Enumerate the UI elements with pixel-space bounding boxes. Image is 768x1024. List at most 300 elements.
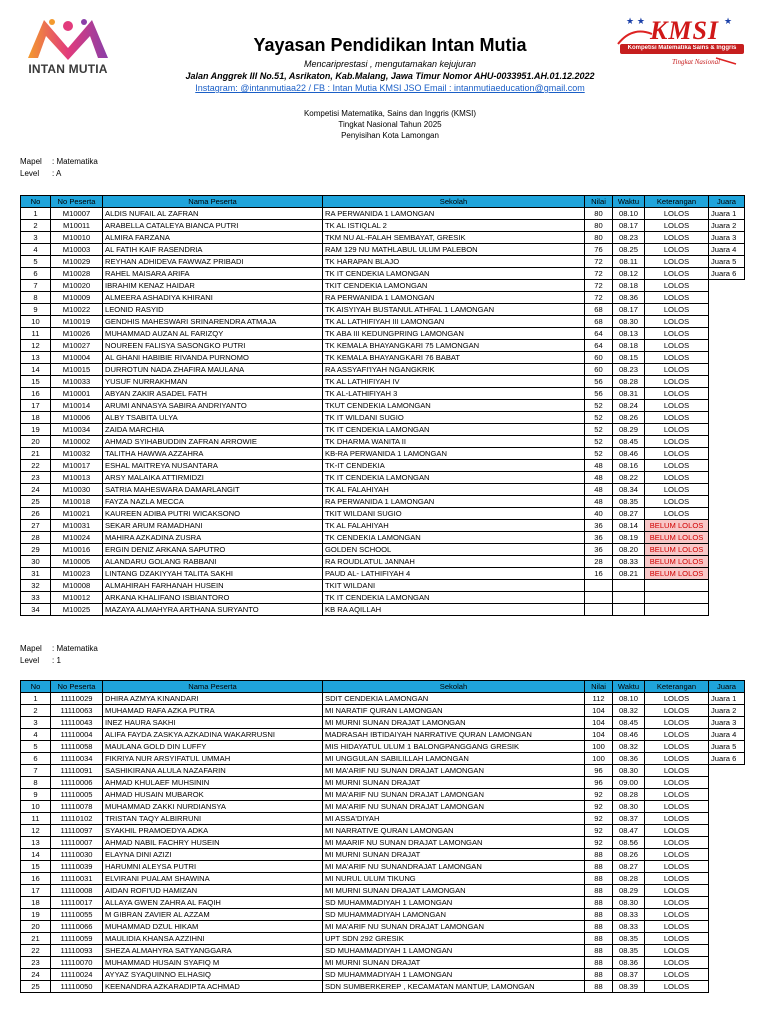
rank-cell: [709, 981, 745, 993]
table-row: [21, 765, 745, 777]
school-cell: SD MUHAMMADIYAH 1 LAMONGAN: [323, 897, 585, 909]
rank-cell: [709, 484, 745, 496]
table-row: [21, 364, 745, 376]
participant-id-cell: M10012: [51, 592, 103, 604]
score-cell: 88: [585, 933, 613, 945]
score-cell: [585, 592, 613, 604]
school-cell: SDN SUMBERKEREP , KECAMATAN MANTUP, LAMONGAN: [323, 981, 585, 993]
participant-id-cell: M10029: [51, 256, 103, 268]
no-cell: 13: [21, 352, 51, 364]
score-cell: 48: [585, 460, 613, 472]
participant-id-cell: M10005: [51, 556, 103, 568]
name-cell: ARSY MALAIKA ATTIRMIDZI: [103, 472, 323, 484]
name-cell: ELAYNA DINI AZIZI: [103, 849, 323, 861]
participant-id-cell: M10027: [51, 340, 103, 352]
participant-id-cell: 11110007: [51, 837, 103, 849]
table-row: [21, 813, 745, 825]
participant-id-cell: 11110055: [51, 909, 103, 921]
name-cell: MUHAMMAD DZUL HIKAM: [103, 921, 323, 933]
rank-cell: [709, 376, 745, 388]
level-label: Level: [20, 656, 40, 665]
participant-id-cell: M10006: [51, 412, 103, 424]
status-cell: LOLOS: [645, 705, 709, 717]
participant-id-cell: 11110091: [51, 765, 103, 777]
time-cell: 08.27: [613, 861, 645, 873]
participant-id-cell: 11110050: [51, 981, 103, 993]
org-motto: Mencariprestasi , mengutamakan kejujuran: [303, 59, 477, 69]
name-cell: ABYAN ZAKIR ASADEL FATH: [103, 388, 323, 400]
table-row: [21, 328, 745, 340]
no-cell: 16: [21, 873, 51, 885]
column-header: No: [21, 196, 51, 208]
table-row: [21, 957, 745, 969]
time-cell: 08.15: [613, 352, 645, 364]
score-cell: 52: [585, 400, 613, 412]
rank-cell: [709, 460, 745, 472]
school-cell: MI MA'ARIF NU SUNAN DRAJAT LAMONGAN: [323, 789, 585, 801]
time-cell: 08.16: [613, 460, 645, 472]
participant-id-cell: M10025: [51, 604, 103, 616]
table-row: [21, 244, 745, 256]
table-row: [21, 232, 745, 244]
school-cell: TK AL ISTIQLAL 2: [323, 220, 585, 232]
name-cell: ALMEERA ASHADIYA KHIRANI: [103, 292, 323, 304]
status-cell: LOLOS: [645, 933, 709, 945]
name-cell: ESHAL MAITREYA NUSANTARA: [103, 460, 323, 472]
school-cell: TK IT CENDEKIA LAMONGAN: [323, 424, 585, 436]
table-row: [21, 388, 745, 400]
school-cell: MI MA'ARIF NU SUNAN DRAJAT LAMONGAN: [323, 921, 585, 933]
table-row: [21, 496, 745, 508]
no-cell: 3: [21, 717, 51, 729]
table-row: [21, 304, 745, 316]
score-cell: 68: [585, 304, 613, 316]
time-cell: 08.32: [613, 705, 645, 717]
rank-cell: [709, 436, 745, 448]
rank-cell: [709, 352, 745, 364]
participant-id-cell: M10011: [51, 220, 103, 232]
score-cell: 72: [585, 268, 613, 280]
score-cell: 16: [585, 568, 613, 580]
no-cell: 6: [21, 753, 51, 765]
kmsi-logo-tag: Tingkat Nasional: [672, 58, 721, 66]
table-row: [21, 909, 745, 921]
school-cell: TK IT WILDANI SUGIO: [323, 412, 585, 424]
name-cell: YUSUF NURRAKHMAN: [103, 376, 323, 388]
school-cell: TK-IT CENDEKIA: [323, 460, 585, 472]
time-cell: [613, 592, 645, 604]
score-cell: 72: [585, 280, 613, 292]
no-cell: 22: [21, 945, 51, 957]
time-cell: 08.36: [613, 753, 645, 765]
time-cell: 08.30: [613, 765, 645, 777]
participant-id-cell: M10016: [51, 544, 103, 556]
rank-cell: [709, 933, 745, 945]
table-row: [21, 753, 745, 765]
participant-id-cell: 11110031: [51, 873, 103, 885]
table-row: [21, 424, 745, 436]
table-row: [21, 460, 745, 472]
rank-cell: [709, 897, 745, 909]
rank-cell: [709, 765, 745, 777]
name-cell: FIKRIYA NUR ARSYIFATUL UMMAH: [103, 753, 323, 765]
school-cell: MI UNGGULAN SABILILLAH LAMONGAN: [323, 753, 585, 765]
no-cell: 5: [21, 741, 51, 753]
no-cell: 30: [21, 556, 51, 568]
status-cell: LOLOS: [645, 460, 709, 472]
time-cell: 08.35: [613, 496, 645, 508]
time-cell: 08.30: [613, 801, 645, 813]
name-cell: SHEZA ALMAHYRA SATYANGGARA: [103, 945, 323, 957]
table-row: [21, 448, 745, 460]
column-header: Juara: [709, 196, 745, 208]
no-cell: 10: [21, 801, 51, 813]
results-table-level-1: [20, 680, 745, 993]
school-cell: MI MURNI SUNAN DRAJAT LAMONGAN: [323, 717, 585, 729]
column-header: No Peserta: [51, 196, 103, 208]
org-title: Yayasan Pendidikan Intan Mutia: [253, 35, 527, 55]
time-cell: 08.20: [613, 544, 645, 556]
name-cell: RAHEL MAISARA ARIFA: [103, 268, 323, 280]
column-header: Keterangan: [645, 196, 709, 208]
table-row: [21, 592, 745, 604]
time-cell: 08.33: [613, 556, 645, 568]
status-cell: BELUM LOLOS: [645, 520, 709, 532]
table-row: [21, 777, 745, 789]
participant-id-cell: 11110006: [51, 777, 103, 789]
time-cell: 08.10: [613, 693, 645, 705]
rank-cell: [709, 340, 745, 352]
rank-cell: [709, 885, 745, 897]
column-header: Sekolah: [323, 196, 585, 208]
status-cell: LOLOS: [645, 280, 709, 292]
name-cell: ALDIS NUFAIL AL ZAFRAN: [103, 208, 323, 220]
participant-id-cell: M10009: [51, 292, 103, 304]
participant-id-cell: M10032: [51, 448, 103, 460]
score-cell: 56: [585, 388, 613, 400]
name-cell: GENDHIS MAHESWARI SRINARENDRA ATMAJA: [103, 316, 323, 328]
table-row: [21, 376, 745, 388]
name-cell: REYHAN ADHIDEVA FAWWAZ PRIBADI: [103, 256, 323, 268]
table-row: [21, 532, 745, 544]
time-cell: 08.36: [613, 957, 645, 969]
score-cell: 88: [585, 957, 613, 969]
participant-id-cell: M10026: [51, 328, 103, 340]
name-cell: ARKANA KHALIFANO ISBIANTORO: [103, 592, 323, 604]
table-row: [21, 801, 745, 813]
time-cell: 08.29: [613, 424, 645, 436]
status-cell: LOLOS: [645, 220, 709, 232]
table-row: [21, 789, 745, 801]
school-cell: MI MURNI SUNAN DRAJAT LAMONGAN: [323, 885, 585, 897]
status-cell: LOLOS: [645, 400, 709, 412]
name-cell: TALITHA HAWWA AZZAHRA: [103, 448, 323, 460]
table-row: [21, 717, 745, 729]
time-cell: 08.11: [613, 256, 645, 268]
school-cell: UPT SDN 292 GRESIK: [323, 933, 585, 945]
name-cell: IBRAHIM KENAZ HAIDAR: [103, 280, 323, 292]
status-cell: LOLOS: [645, 801, 709, 813]
rank-cell: [709, 448, 745, 460]
rank-cell: [709, 316, 745, 328]
school-cell: TK HARAPAN BLAJO: [323, 256, 585, 268]
name-cell: ERGIN DENIZ ARKANA SAPUTRO: [103, 544, 323, 556]
time-cell: 08.34: [613, 484, 645, 496]
column-header: Sekolah: [323, 681, 585, 693]
participant-id-cell: M10021: [51, 508, 103, 520]
time-cell: 08.31: [613, 388, 645, 400]
score-cell: 88: [585, 909, 613, 921]
status-cell: LOLOS: [645, 789, 709, 801]
score-cell: 92: [585, 813, 613, 825]
score-cell: 48: [585, 496, 613, 508]
mapel-label: Mapel: [20, 157, 42, 166]
table-row: [21, 885, 745, 897]
no-cell: 23: [21, 472, 51, 484]
score-cell: 52: [585, 448, 613, 460]
rank-cell: [709, 921, 745, 933]
name-cell: MUHAMMAD AUZAN AL FARIZQY: [103, 328, 323, 340]
participant-id-cell: 11110024: [51, 969, 103, 981]
table-row: [21, 556, 745, 568]
svg-text:★: ★: [724, 17, 733, 27]
time-cell: 08.30: [613, 897, 645, 909]
time-cell: 08.45: [613, 436, 645, 448]
participant-id-cell: M10001: [51, 388, 103, 400]
score-cell: 92: [585, 801, 613, 813]
rank-cell: [709, 861, 745, 873]
school-cell: MIS HIDAYATUL ULUM 1 BALONGPANGGANG GRESIK: [323, 741, 585, 753]
school-cell: KB-RA PERWANIDA 1 LAMONGAN: [323, 448, 585, 460]
time-cell: 08.35: [613, 933, 645, 945]
score-cell: 88: [585, 885, 613, 897]
no-cell: 18: [21, 897, 51, 909]
score-cell: 76: [585, 244, 613, 256]
status-cell: LOLOS: [645, 981, 709, 993]
participant-id-cell: 11110066: [51, 921, 103, 933]
status-cell: LOLOS: [645, 256, 709, 268]
score-cell: 40: [585, 508, 613, 520]
intan-mutia-logo: [18, 14, 118, 74]
event-info: [160, 108, 620, 141]
score-cell: 88: [585, 921, 613, 933]
score-cell: 88: [585, 849, 613, 861]
no-cell: 4: [21, 244, 51, 256]
score-cell: 36: [585, 544, 613, 556]
no-cell: 2: [21, 705, 51, 717]
participant-id-cell: 11110029: [51, 693, 103, 705]
school-cell: MI NARRATIVE QURAN LAMONGAN: [323, 825, 585, 837]
name-cell: DURROTUN NADA ZHAFIRA MAULANA: [103, 364, 323, 376]
org-contact-link[interactable]: Instagram: @intanmutiaa22 / FB : Intan Mutia KMSI JSO Email : intanmutiaeducation@gmail.com: [195, 83, 585, 93]
participant-id-cell: M10015: [51, 364, 103, 376]
score-cell: 88: [585, 981, 613, 993]
rank-cell: Juara 6: [709, 753, 745, 765]
name-cell: FAYZA NAZLA MECCA: [103, 496, 323, 508]
time-cell: 08.27: [613, 508, 645, 520]
score-cell: 88: [585, 873, 613, 885]
school-cell: TK CENDEKIA LAMONGAN: [323, 532, 585, 544]
participant-id-cell: 11110078: [51, 801, 103, 813]
time-cell: 08.26: [613, 849, 645, 861]
no-cell: 29: [21, 544, 51, 556]
name-cell: ALANDARU GOLANG RABBANI: [103, 556, 323, 568]
no-cell: 26: [21, 508, 51, 520]
score-cell: 48: [585, 484, 613, 496]
school-cell: MI MA'ARIF NU SUNAN DRAJAT LAMONGAN: [323, 801, 585, 813]
school-cell: TK IT CENDEKIA LAMONGAN: [323, 268, 585, 280]
score-cell: 88: [585, 969, 613, 981]
school-cell: TK AL FALAHIYAH: [323, 520, 585, 532]
no-cell: 11: [21, 328, 51, 340]
time-cell: 08.12: [613, 268, 645, 280]
status-cell: LOLOS: [645, 208, 709, 220]
status-cell: LOLOS: [645, 765, 709, 777]
status-cell: LOLOS: [645, 484, 709, 496]
status-cell: LOLOS: [645, 777, 709, 789]
school-cell: MI MURNI SUNAN DRAJAT: [323, 849, 585, 861]
school-cell: TKIT WILDANI SUGIO: [323, 508, 585, 520]
no-cell: 28: [21, 532, 51, 544]
table-row: [21, 580, 745, 592]
table-row: [21, 412, 745, 424]
time-cell: 08.37: [613, 969, 645, 981]
status-cell: LOLOS: [645, 376, 709, 388]
status-cell: LOLOS: [645, 717, 709, 729]
table-row: [21, 544, 745, 556]
participant-id-cell: 11110039: [51, 861, 103, 873]
status-cell: LOLOS: [645, 232, 709, 244]
name-cell: AHMAD NABIL FACHRY HUSEIN: [103, 837, 323, 849]
participant-id-cell: 11110102: [51, 813, 103, 825]
rank-cell: [709, 508, 745, 520]
name-cell: M GIBRAN ZAVIER AL AZZAM: [103, 909, 323, 921]
name-cell: NOUREEN FALISYA SASONGKO PUTRI: [103, 340, 323, 352]
school-cell: MI ASSA'DIYAH: [323, 813, 585, 825]
school-cell: TK KEMALA BHAYANGKARI 75 LAMONGAN: [323, 340, 585, 352]
table-row: [21, 604, 745, 616]
status-cell: LOLOS: [645, 837, 709, 849]
no-cell: 1: [21, 693, 51, 705]
participant-id-cell: 11110030: [51, 849, 103, 861]
participant-id-cell: 11110059: [51, 933, 103, 945]
status-cell: BELUM LOLOS: [645, 556, 709, 568]
rank-cell: [709, 424, 745, 436]
rank-cell: [709, 909, 745, 921]
name-cell: MUHAMMAD ZAKKI NURDIANSYA: [103, 801, 323, 813]
participant-id-cell: M10022: [51, 304, 103, 316]
kmsi-logo-sub: Kompetisi Matematika Sains & Inggris: [627, 45, 737, 51]
no-cell: 12: [21, 825, 51, 837]
time-cell: 08.28: [613, 789, 645, 801]
score-cell: 92: [585, 837, 613, 849]
score-cell: 88: [585, 897, 613, 909]
table-row: [21, 897, 745, 909]
time-cell: 08.23: [613, 232, 645, 244]
participant-id-cell: M10034: [51, 424, 103, 436]
name-cell: KEENANDRA AZKARADIPTA ACHMAD: [103, 981, 323, 993]
time-cell: 08.47: [613, 825, 645, 837]
level-value: : A: [52, 169, 62, 178]
name-cell: SASHIKIRANA ALULA NAZAFARIN: [103, 765, 323, 777]
no-cell: 12: [21, 340, 51, 352]
time-cell: 08.30: [613, 316, 645, 328]
results-table-level-a: [20, 195, 745, 616]
name-cell: ALMIRA FARZANA: [103, 232, 323, 244]
school-cell: TK IT CENDEKIA LAMONGAN: [323, 472, 585, 484]
participant-id-cell: 11110008: [51, 885, 103, 897]
time-cell: 08.26: [613, 412, 645, 424]
score-cell: 100: [585, 741, 613, 753]
time-cell: 08.36: [613, 292, 645, 304]
school-cell: RAM 129 NU MATHLABUL ULUM PALEBON: [323, 244, 585, 256]
rank-cell: [709, 873, 745, 885]
no-cell: 7: [21, 765, 51, 777]
rank-cell: [709, 328, 745, 340]
name-cell: AYYAZ SYAQUINNO ELHASIQ: [103, 969, 323, 981]
table-row: [21, 933, 745, 945]
rank-cell: Juara 1: [709, 208, 745, 220]
table-row: [21, 280, 745, 292]
column-header: Nama Peserta: [103, 681, 323, 693]
status-cell: LOLOS: [645, 508, 709, 520]
rank-cell: [709, 837, 745, 849]
school-cell: RA PERWANIDA 1 LAMONGAN: [323, 208, 585, 220]
rank-cell: [709, 568, 745, 580]
table-row: [21, 969, 745, 981]
table-header-row: [21, 681, 745, 693]
no-cell: 24: [21, 484, 51, 496]
no-cell: 15: [21, 861, 51, 873]
school-cell: TKIT CENDEKIA LAMONGAN: [323, 280, 585, 292]
time-cell: 08.28: [613, 376, 645, 388]
name-cell: AL GHANI HABIBIE RIVANDA PURNOMO: [103, 352, 323, 364]
no-cell: 5: [21, 256, 51, 268]
table-row: [21, 220, 745, 232]
status-cell: LOLOS: [645, 292, 709, 304]
name-cell: AHMAD SYIHABUDDIN ZAFRAN ARROWIE: [103, 436, 323, 448]
name-cell: MAZAYA ALMAHYRA ARTHANA SURYANTO: [103, 604, 323, 616]
score-cell: 60: [585, 364, 613, 376]
time-cell: 08.17: [613, 304, 645, 316]
rank-cell: [709, 556, 745, 568]
no-cell: 34: [21, 604, 51, 616]
table-row: [21, 568, 745, 580]
no-cell: 3: [21, 232, 51, 244]
school-cell: MI MA'ARIF NU SUNAN DRAJAT LAMONGAN: [323, 765, 585, 777]
school-cell: RA PERWANIDA 1 LAMONGAN: [323, 496, 585, 508]
rank-cell: [709, 364, 745, 376]
no-cell: 21: [21, 448, 51, 460]
school-cell: KB RA AQILLAH: [323, 604, 585, 616]
score-cell: 60: [585, 352, 613, 364]
participant-id-cell: M10014: [51, 400, 103, 412]
name-cell: LEONID RASYID: [103, 304, 323, 316]
school-cell: TK AL-LATHIFIYAH 3: [323, 388, 585, 400]
rank-cell: Juara 1: [709, 693, 745, 705]
participant-id-cell: 11110043: [51, 717, 103, 729]
status-cell: BELUM LOLOS: [645, 544, 709, 556]
participant-id-cell: 11110034: [51, 753, 103, 765]
school-cell: TK AL LATHIFIYAH III LAMONGAN: [323, 316, 585, 328]
rank-cell: [709, 945, 745, 957]
no-cell: 18: [21, 412, 51, 424]
participant-id-cell: M10024: [51, 532, 103, 544]
name-cell: SEKAR ARUM RAMADHANI: [103, 520, 323, 532]
column-header: Nilai: [585, 196, 613, 208]
no-cell: 14: [21, 364, 51, 376]
school-cell: RA PERWANIDA 1 LAMONGAN: [323, 292, 585, 304]
